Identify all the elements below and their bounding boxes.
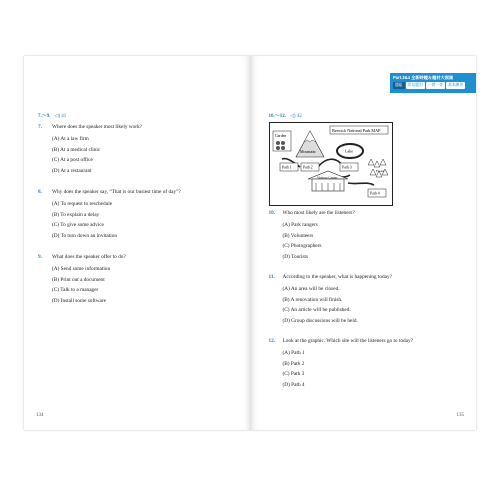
forest-label: Forest [375,169,384,173]
option-a[interactable]: (A) At a law firm [52,136,89,143]
question-stem: According to the speaker, what is happening today? [282,274,393,280]
option-b[interactable]: (B) A renovation will finish. [282,296,343,303]
question-9 [38,254,238,306]
option-d[interactable]: (D) Group discussions will be held. [282,317,358,324]
options-list [38,134,238,176]
option-d[interactable]: (D) At a restaurant [52,167,92,174]
question-11 [269,274,465,326]
option-c[interactable]: (C) Path 3 [282,371,305,378]
audio-track-icon[interactable]: ◁) 41 [54,114,67,119]
page-number: 134 [36,413,44,418]
tree-icon [276,141,280,145]
right-page [251,56,477,430]
question-stem: Who most likely are the listeners? [282,210,355,216]
options-list [269,348,465,390]
options-list [38,264,238,306]
question-stem: Look at the graphic. Which site will the listeners go to today? [282,338,414,344]
question-range-7-9 [38,112,66,119]
option-a[interactable]: (A) Park rangers [282,222,318,229]
question-stem: What does the speaker offer to do? [52,254,126,260]
section-header [390,73,476,93]
question-12 [269,338,465,390]
left-page [24,56,251,430]
page-number: 135 [456,413,464,418]
options-list [38,199,238,241]
option-d[interactable]: (D) Tourists [282,253,309,260]
question-number: 11. [268,274,275,280]
section-title: Part.3&4 全新時題＆題材大預測 [393,75,454,80]
question-number: 7. [38,124,42,130]
trail-line [348,183,374,185]
option-a[interactable]: (A) An area will be closed. [282,286,340,293]
option-d[interactable]: (D) Path 4 [282,381,305,388]
option-b[interactable]: (B) Path 2 [282,360,305,367]
tree-icon [281,146,285,150]
option-c[interactable]: (C) At a post office [52,157,93,164]
visitors-center-label: Visitors Center [316,175,337,180]
garden-label: Garden [274,134,286,138]
trail-line [318,159,342,167]
book-spread [24,56,476,430]
tab-qa[interactable]: ⼀問⼀答 [427,83,443,87]
tab-basic-practice[interactable]: 基本練習 [447,83,464,87]
tree-icon [281,141,285,145]
option-a[interactable]: (A) To request to reschedule [52,201,113,208]
tab-common-types[interactable]: 常⾒題型 [407,83,423,87]
option-b[interactable]: (B) Volunteers [282,232,314,239]
lake-label: Lake [344,148,353,154]
option-d[interactable]: (D) Install some software [52,297,106,304]
mountain-label: Mountain [299,149,316,154]
option-a[interactable]: (A) Path 1 [282,350,305,357]
path-4-label: Path 4 [369,191,380,196]
path-2-label: Path 2 [302,165,313,170]
option-b[interactable]: (B) To explain a delay [52,211,100,218]
option-a[interactable]: (A) Send some information [52,266,111,273]
option-c[interactable]: (C) An article will be published. [282,307,351,314]
option-c[interactable]: (C) Photographers [282,243,322,250]
question-10 [269,210,465,262]
map-title: Berwick National Park MAP [331,128,380,133]
tree-icon [276,146,280,150]
snow-cap-icon [304,131,316,142]
option-b[interactable]: (B) At a medical clinic [52,146,101,153]
tab-group[interactable]: 題組 [395,83,403,87]
range-label: 7.～9. [38,114,51,119]
audio-track-icon[interactable]: ◁) 42 [290,114,302,119]
option-b[interactable]: (B) Print out a document [52,276,105,283]
option-c[interactable]: (C) To give some advice [52,222,104,229]
path-3-label: Path 3 [341,165,352,170]
question-range-10-12 [269,112,302,119]
section-tabs [390,81,476,90]
park-map-graphic [270,123,392,205]
park-map [269,122,393,206]
path-1-label: Path 1 [281,165,292,170]
question-stem: Why does the speaker say, “That is our busiest time of day”? [52,189,181,195]
question-8 [38,189,238,241]
question-number: 9. [38,254,42,260]
question-7 [38,124,238,176]
forest-icon [368,159,388,177]
question-number: 8. [38,189,42,195]
options-list [269,220,465,262]
options-list [269,284,465,326]
option-c[interactable]: (C) Talk to a manager [52,287,99,294]
question-stem: Where does the speaker most likely work? [52,124,143,130]
option-d[interactable]: (D) To turn down an invitation [52,232,117,239]
question-number: 12. [268,338,276,344]
range-label: 10.～12. [268,114,287,119]
question-number: 10. [268,210,276,216]
